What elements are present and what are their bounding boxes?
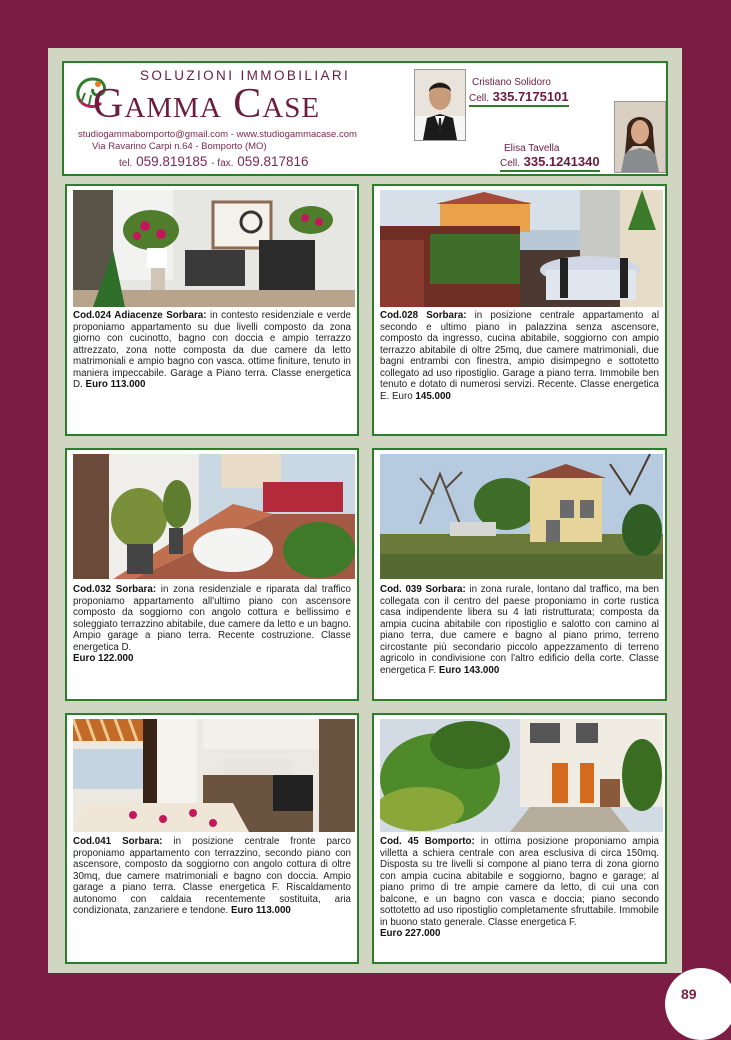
- listing-price: Euro 227.000: [380, 928, 441, 939]
- cell-label: Cell.: [469, 93, 490, 104]
- listing-text: [380, 310, 659, 402]
- agency-header: [62, 61, 668, 176]
- listing-text: [380, 836, 659, 940]
- listing-code: Cod.028 Sorbara:: [380, 310, 467, 321]
- listing-card[interactable]: [372, 184, 667, 436]
- listing-text: [73, 584, 351, 665]
- agency-email-web[interactable]: [78, 129, 357, 153]
- listing-description: in posizione centrale appartamento al secondo e ultimo piano in palazzina senza ascensore, composto da ingresso, cucina abitabile, soggiorno con ampio terrazzo abitabile di oltre 25mq, due camere matrimoniali, due bagni entrambi con finestra, ampio disimpegno e sottotetto collegato ad uso ripostiglio. Garage a piano terra. Immobile ben tenuto e dotato di numerosi servizi. Recente. Classe energetica E. Euro: [380, 310, 659, 402]
- listing-price: Euro 143.000: [438, 664, 500, 676]
- fax-number: 059.817816: [237, 154, 309, 169]
- listing-description: in contesto residenziale e verde proponiamo appartamento su due livelli composto da zona giorno con cucinotto, bagno con doccia e ampio terrazzo attrezzato, zona notte composta da due camere da letto matrimoniali e ampio bagno con vasca. ottime finiture, tenuto in maniera impeccabile. Garage a Piano terra. Classe energetica D.: [73, 310, 351, 390]
- listing-price: Euro 122.000: [73, 653, 134, 664]
- listing-code: Cod. 039 Sorbara:: [380, 584, 466, 595]
- listing-description: in posizione centrale fronte parco proponiamo appartamento con terrazzino, secondo piano con ascensore, composto da soggiorno con angolo cottura di oltre 30mq, due camere matrimoniali e bagno con doccia. Ampio garage a piano terra. Classe energetica F. Riscaldamento autonomo con caldaia recentemente sostituita, aria condizionata, zanzariere e tendone.: [73, 836, 351, 916]
- listing-description: in zona rurale, lontano dal traffico, ma ben collegata con il centro del paese proponiamo in corte rustica casa indipendente libera su 4 lati ristrutturata; composta da ampia cucina abitabile con ripostiglio e salotto con camino al piano terra, due camere e bagno al piano primo, terreno circostante più secondario piccolo appezzamento di terreno agricolo in condivisione con l'altro edificio della corte. Classe energetica F.: [380, 584, 659, 676]
- agent-cell-elisa[interactable]: [500, 154, 600, 172]
- listing-card[interactable]: [65, 713, 359, 964]
- agency-brand: Gamma Case: [93, 81, 321, 127]
- agent-name-cristiano: Cristiano Solidoro: [472, 77, 551, 88]
- tel-number: 059.819185: [136, 154, 208, 169]
- listing-photo-terrace: [380, 190, 663, 307]
- listing-card[interactable]: [372, 448, 667, 701]
- listing-card[interactable]: [372, 713, 667, 964]
- listing-price: 145.000: [415, 390, 451, 402]
- email-web-text: studiogammabomporto@gmail.com - www.studiogammacase.com: [78, 129, 357, 140]
- listing-photo-terrace: [73, 190, 355, 307]
- tel-label: tel.: [119, 158, 133, 169]
- listing-card[interactable]: [65, 184, 359, 436]
- listing-price: Euro 113.000: [85, 379, 146, 390]
- listing-code: Cod.032 Sorbara:: [73, 584, 157, 595]
- agent-photo-elisa: [614, 101, 666, 173]
- listing-price: Euro 113.000: [230, 905, 291, 916]
- listing-description: in ottima posizione proponiamo ampia villetta a schiera centrale con area esclusiva di circa 150mq. Disposta su tre livelli si compone al piano terra di zona giorno con ampia cucina abitabile e soggiorno, bagno e garage; al piano primo di tre ampie camere da letto, di cui una con balcone, e un bagno con vasca e doccia; piano secondo sottotetto ad uso ripostiglio completamente sfruttabile. Immobile in buono stato generale. Classe energetica F.: [380, 836, 659, 928]
- cell-label: Cell.: [500, 158, 521, 169]
- listing-text: [380, 584, 659, 676]
- listing-description: in zona residenziale e riparata dal traffico proponiamo appartamento all'ultimo piano con ascensore composto da soggiorno con angolo cottura e bellissimo e soleggiato terrazzino abitabile, due camere da letto e un bagno. Ampio garage a piano terra. Recente costruzione. Classe energetica D.: [73, 584, 351, 653]
- listing-card[interactable]: [65, 448, 359, 701]
- agency-address: Via Ravarino Carpi n.64 - Bomporto (MO): [92, 141, 267, 152]
- agency-phone[interactable]: [119, 154, 309, 169]
- listing-photo-kitchen: [73, 719, 355, 832]
- page-number: 89: [681, 986, 697, 1002]
- listing-photo-terrace: [73, 454, 355, 579]
- cell-number: 335.7175101: [492, 89, 569, 104]
- listing-photo-house: [380, 454, 663, 579]
- listing-code: Cod. 45 Bomporto:: [380, 836, 475, 847]
- agent-name-elisa: Elisa Tavella: [504, 143, 560, 154]
- agent-photo-cristiano: [414, 69, 466, 141]
- listing-code: Cod.024 Adiacenze Sorbara:: [73, 310, 207, 321]
- listing-photo-villa: [380, 719, 663, 832]
- listing-text: [73, 310, 351, 391]
- agency-tagline: SOLUZIONI IMMOBILIARI: [140, 68, 351, 83]
- page-number-badge: [665, 968, 731, 1040]
- listing-text: [73, 836, 351, 917]
- fax-label: - fax.: [211, 158, 234, 169]
- cell-number: 335.1241340: [523, 154, 600, 169]
- listing-code: Cod.041 Sorbara:: [73, 836, 163, 847]
- agent-cell-cristiano[interactable]: [469, 89, 569, 107]
